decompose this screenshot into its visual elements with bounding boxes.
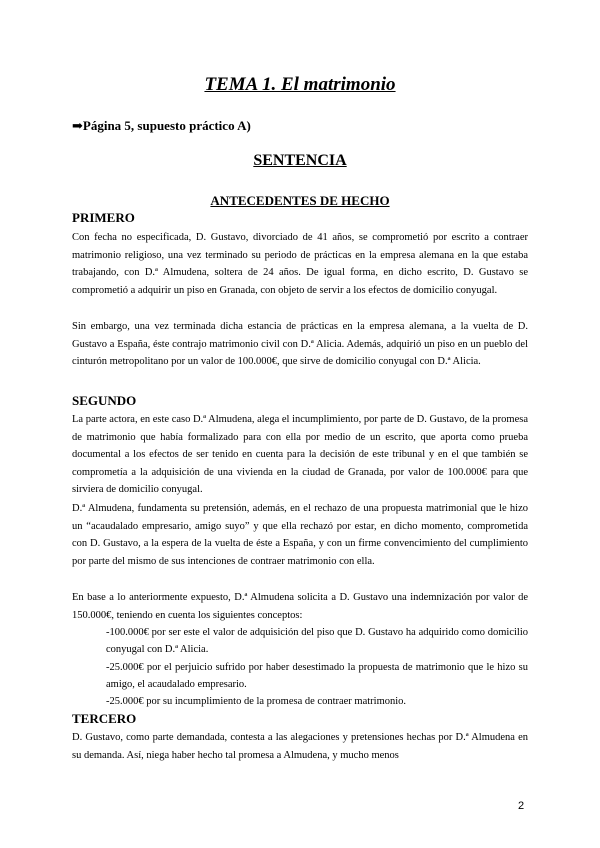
segundo-paragraph-2: D.ª Almudena, fundamenta su pretensión, además, en el rechazo de una propuesta matrimonial que le hizo un “acaudalado empresario, amigo suyo” y que ella rechazó por estar, en dicho momento, comprometida con D. Gustavo, a la espera de la vuelta de éste a España, y con un firme convencimiento del cumplimiento por parte del mismo de sus intenciones de contraer matrimonio con ella. xyxy=(72,503,528,567)
list-item: -25.000€ por su incumplimiento de la promesa de contraer matrimonio. xyxy=(106,696,407,708)
segundo-paragraph-1: La parte actora, en este caso D.ª Almudena, alega el incumplimiento, por parte de D. Gustavo, de la promesa de matrimonio que había formalizado para con ella por medio de un escrito, que aporta como prueba documental a los efectos de ser tenido en cuenta para la decisión de este tribunal y en el que también se comprometía a la adquisición de una vivienda en la ciudad de Granada, por valor de 100.000€ para que sirviera de domicilio conyugal. xyxy=(72,414,528,495)
tercero-paragraph-1: D. Gustavo, como parte demandada, contesta a las alegaciones y pretensiones hechas por D.ª Almudena en su demanda. Así, niega haber hecho tal promesa a Almudena, y mucho menos xyxy=(72,732,528,761)
concepts-list xyxy=(106,624,528,710)
page-number: 2 xyxy=(518,800,525,812)
primero-paragraph-1: Con fecha no especificada, D. Gustavo, divorciado de 41 años, se comprometió por escrito a contraer matrimonio religioso, una vez terminado su periodo de prácticas en la empresa alemana en la que estaba trabajando, con D.ª Almudena, soltera de 24 años. De igual forma, en dicho escrito, D. Gustavo se comprometió a adquirir un piso en Granada, con objeto de servir a los efectos de domicilio conyugal. xyxy=(72,232,528,296)
list-item: -100.000€ por ser este el valor de adquisición del piso que D. Gustavo ha adquirido como domicilio conyugal con D.ª Alicia. xyxy=(106,627,528,656)
antecedentes-heading: ANTECEDENTES DE HECHO xyxy=(210,193,390,208)
primero-paragraph-2: Sin embargo, una vez terminada dicha estancia de prácticas en la empresa alemana, a la vuelta de D. Gustavo a España, éste contrajo matrimonio civil con D.ª Alicia. Además, adquirió un piso en un pueblo del cinturón metropolitano por un valor de 100.000€, que sirve de domicilio conyugal con D.ª Alicia. xyxy=(72,321,528,367)
tercero-heading: TERCERO xyxy=(72,711,137,726)
segundo-heading: SEGUNDO xyxy=(72,393,137,408)
list-item: -25.000€ por el perjuicio sufrido por haber desestimado la propuesta de matrimonio que le hizo su amigo, el acaudalado empresario. xyxy=(106,661,528,690)
sentencia-heading: SENTENCIA xyxy=(253,152,347,169)
reference-line: ➡Página 5, supuesto práctico A) xyxy=(72,118,251,133)
segundo-paragraph-3: En base a lo anteriormente expuesto, D.ª Almudena solicita a D. Gustavo una indemnización por valor de 150.000€, teniendo en cuenta los siguientes conceptos: xyxy=(72,592,528,621)
primero-heading: PRIMERO xyxy=(72,210,135,225)
document-title: TEMA 1. El matrimonio xyxy=(204,74,396,95)
